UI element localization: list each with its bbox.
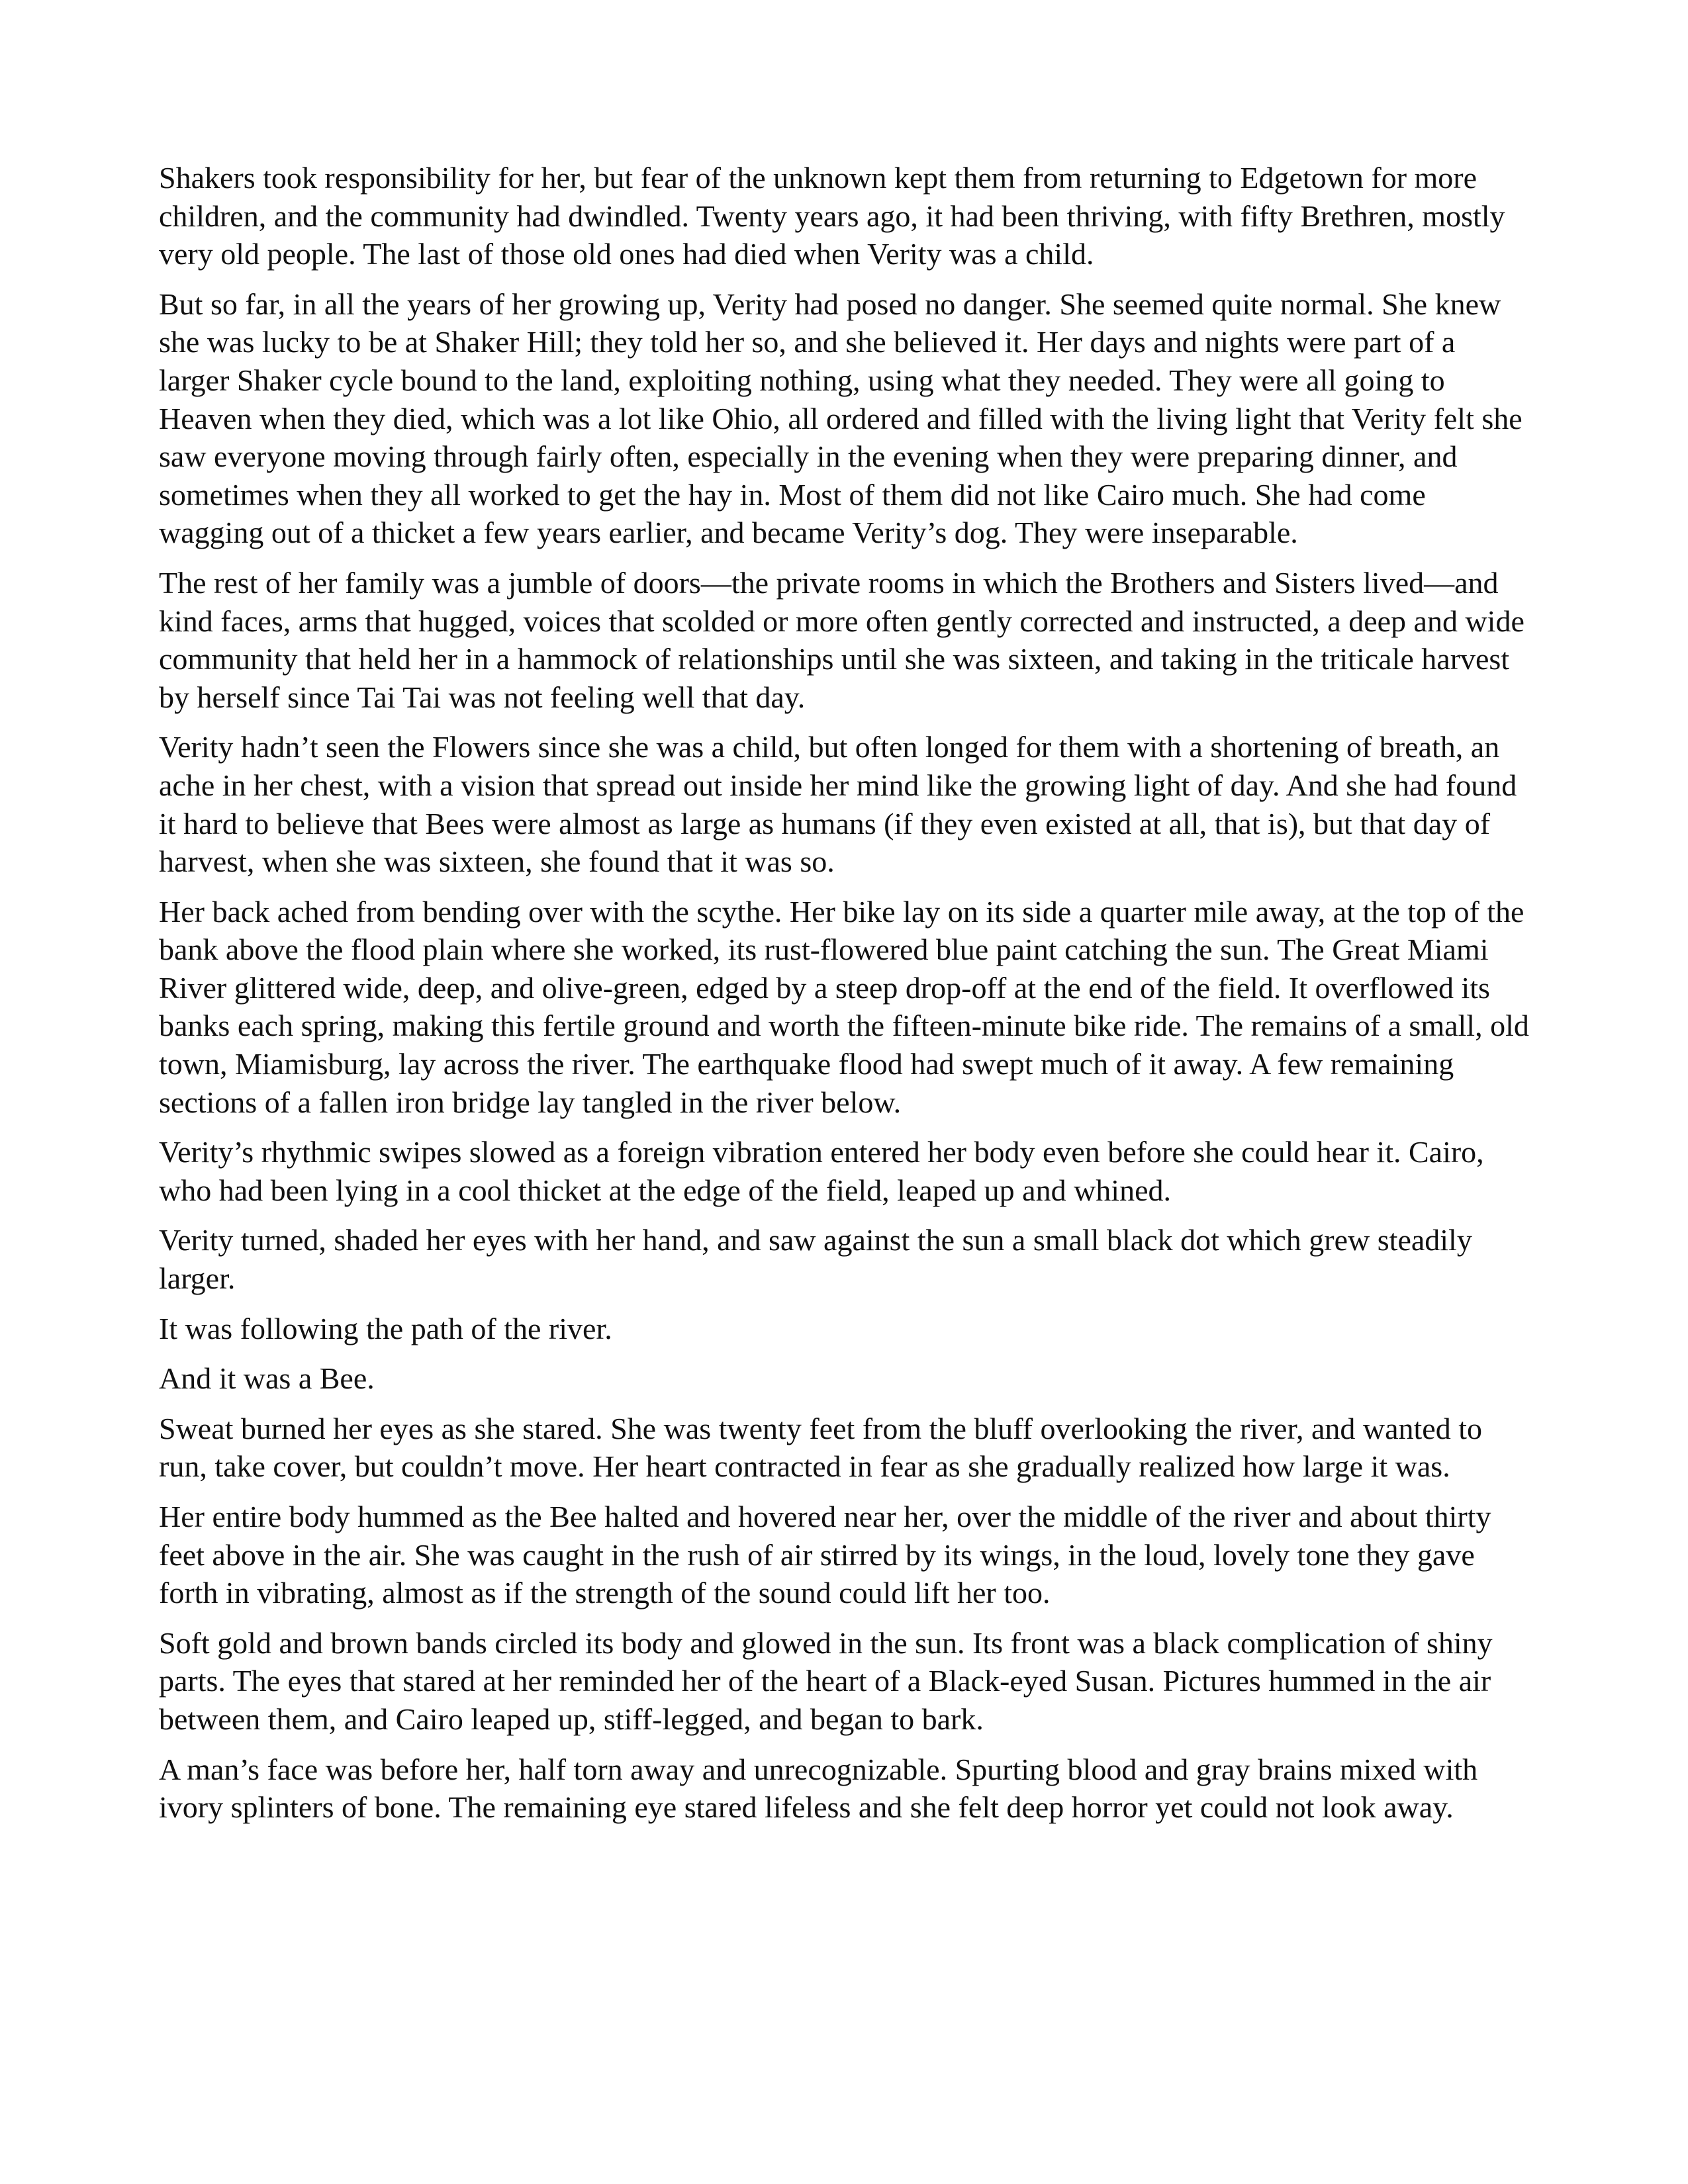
paragraph-10: Sweat burned her eyes as she stared. She was twenty feet from the bluff overlooking the river, and wanted to run, take cover, but couldn’t move. Her heart contracted in fear as she gradually realized how large it was. — [159, 1411, 1482, 1484]
paragraph-13: A man’s face was before her, half torn away and unrecognizable. Spurting blood and gray brains mixed with ivory splinters of bone. The remaining eye stared lifeless and she felt deep horror yet could not look away. — [159, 1752, 1478, 1825]
paragraph-2: But so far, in all the years of her growing up, Verity had posed no danger. She seemed quite normal. She knew she was lucky to be at Shaker Hill; they told her so, and she believed it. Her days and nights were part of a larger Shaker cycle bound to the land, exploiting nothing, using what they needed. They were all going to Heaven when they died, which was a lot like Ohio, all ordered and filled with the living light that Verity felt she saw everyone moving through fairly often, especially in the evening when they were preparing dinner, and sometimes when they all worked to get the hay in. Most of them did not like Cairo much. She had come wagging out of a thicket a few years earlier, and became Verity’s dog. They were inseparable. — [159, 287, 1523, 550]
paragraph-1: Shakers took responsibility for her, but fear of the unknown kept them from returning to Edgetown for more children, and the community had dwindled. Twenty years ago, it had been thriving, with fifty Brethren, mostly very old people. The last of those old ones had died when Verity was a child. — [159, 161, 1505, 271]
paragraph-4: Verity hadn’t seen the Flowers since she was a child, but often longed for them with a shortening of breath, an ache in her chest, with a vision that spread out inside her mind like the growing light of day. And she had found it hard to believe that Bees were almost as large as humans (if they even existed at all, that is), but that day of harvest, when she was sixteen, she found that it was so. — [159, 730, 1517, 879]
paragraph-12: Soft gold and brown bands circled its body and glowed in the sun. Its front was a black complication of shiny parts. The eyes that stared at her reminded her of the heart of a Black-eyed Susan. Pictures hummed in the air between them, and Cairo leaped up, stiff-legged, and began to bark. — [159, 1625, 1493, 1736]
paragraph-8: It was following the path of the river. — [159, 1311, 612, 1345]
paragraph-7: Verity turned, shaded her eyes with her hand, and saw against the sun a small black dot which grew steadily larger. — [159, 1223, 1472, 1296]
paragraph-9: And it was a Bee. — [159, 1361, 375, 1396]
paragraph-6: Verity’s rhythmic swipes slowed as a foreign vibration entered her body even before she could hear it. Cairo, who had been lying in a cool thicket at the edge of the field, leaped up and whined. — [159, 1135, 1484, 1207]
paragraph-11: Her entire body hummed as the Bee halted and hovered near her, over the middle of the river and about thirty feet above in the air. She was caught in the rush of air stirred by its wings, in the loud, lovely tone they gave forth in vibrating, almost as if the strength of the sound could lift her too. — [159, 1500, 1491, 1610]
paragraph-5: Her back ached from bending over with the scythe. Her bike lay on its side a quarter mile away, at the top of the bank above the flood plain where she worked, its rust-flowered blue paint catching the sun. The Great Miami River glittered wide, deep, and olive-green, edged by a steep drop-off at the end of the field. It overflowed its banks each spring, making this fertile ground and worth the fifteen-minute bike ride. The remains of a small, old town, Miamisburg, lay across the river. The earthquake flood had swept much of it away. A few remaining sections of a fallen iron bridge lay tangled in the river below. — [159, 894, 1529, 1119]
body-text — [159, 159, 1529, 1827]
paragraph-3: The rest of her family was a jumble of doors—the private rooms in which the Brothers and Sisters lived—and kind faces, arms that hugged, voices that scolded or more often gently corrected and instructed, a deep and wide community that held her in a hammock of relationships until she was sixteen, and taking in the triticale harvest by herself since Tai Tai was not feeling well that day. — [159, 565, 1524, 714]
